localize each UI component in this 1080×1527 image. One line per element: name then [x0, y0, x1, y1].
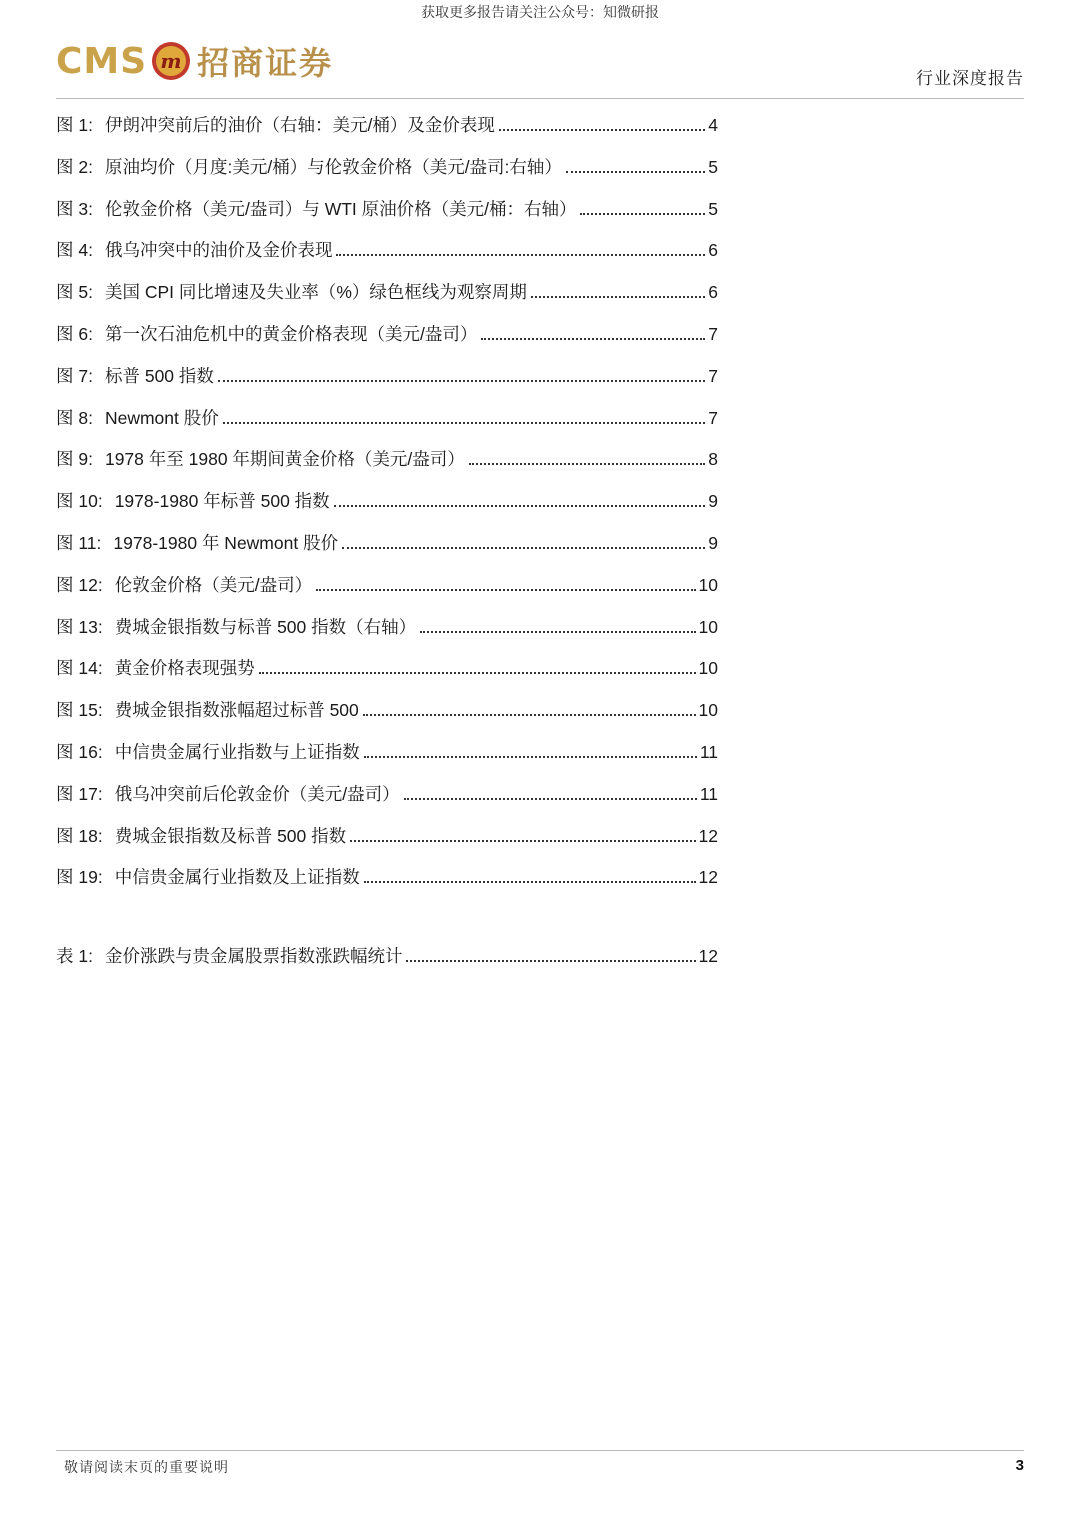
toc-dot-leader — [469, 463, 705, 465]
toc-entry-title: 费城金银指数涨幅超过标普 500 — [114, 700, 359, 721]
toc-entry-page: 6 — [708, 240, 718, 261]
toc-entry[interactable] — [56, 405, 718, 447]
toc-entry-label: 图 4: — [56, 240, 93, 261]
toc-entry-title: 中信贵金属行业指数及上证指数 — [114, 867, 360, 888]
toc-entry[interactable] — [56, 112, 718, 154]
toc-entry-label: 图 1: — [56, 115, 93, 135]
toc-entry-page: 9 — [708, 532, 718, 553]
toc-entry[interactable] — [56, 572, 718, 614]
toc-dot-leader — [350, 840, 695, 842]
toc-entry-label: 图 17: — [56, 783, 103, 804]
toc-entry-title: 俄乌冲突前后伦敦金价（美元/盎司） — [114, 783, 400, 804]
toc-entry[interactable] — [56, 697, 718, 739]
toc-dot-leader — [334, 505, 706, 507]
toc-entry[interactable] — [56, 781, 718, 823]
toc-entry-label: 图 12: — [56, 574, 103, 595]
toc-entry-title: 金价涨跌与贵金属股票指数涨跌幅统计 — [104, 946, 403, 966]
logo-cn-text: 招商证券 — [197, 44, 334, 82]
toc-entry[interactable] — [56, 739, 718, 781]
toc-dot-leader — [316, 589, 695, 591]
toc-entry-label: 图 11: — [56, 532, 102, 553]
toc-dot-leader — [218, 380, 705, 382]
toc-entry-label: 图 7: — [56, 365, 93, 386]
toc-entry-page: 4 — [708, 115, 718, 135]
toc-entry-title: Newmont 股价 — [104, 407, 219, 428]
toc-entry-title: 标普 500 指数 — [104, 365, 214, 386]
toc-entry-label: 图 15: — [56, 700, 103, 721]
toc-entry-page: 10 — [698, 700, 718, 721]
toc-entry-title: 1978-1980 年标普 500 指数 — [114, 491, 330, 512]
toc-entry-label: 图 16: — [56, 741, 103, 762]
toc-entry[interactable] — [56, 279, 718, 321]
toc-entry[interactable] — [56, 655, 718, 697]
logo-emblem-icon — [151, 41, 191, 81]
toc-dot-leader — [342, 547, 705, 549]
toc-entry[interactable] — [56, 237, 718, 279]
toc-entry-title: 中信贵金属行业指数与上证指数 — [114, 741, 360, 762]
toc-entry-page: 8 — [708, 449, 718, 470]
toc-entry-page: 5 — [708, 198, 718, 219]
toc-entry-title: 第一次石油危机中的黄金价格表现（美元/盎司） — [104, 323, 478, 344]
toc-entry-label: 图 5: — [56, 282, 93, 303]
toc-entry[interactable] — [56, 446, 718, 488]
toc-entry[interactable] — [56, 488, 718, 530]
logo-emblem-text: m — [160, 49, 182, 73]
toc-entry[interactable] — [56, 196, 718, 238]
toc-entry-label: 图 18: — [56, 825, 103, 846]
toc-dot-leader — [363, 714, 696, 716]
toc-entry[interactable] — [56, 321, 718, 363]
toc-entry-title: 费城金银指数及标普 500 指数 — [114, 825, 347, 846]
toc-entry-title: 费城金银指数与标普 500 指数（右轴） — [114, 616, 417, 637]
page-footer — [56, 1450, 1024, 1475]
page-header — [56, 34, 1024, 99]
toc-dot-leader — [566, 171, 705, 173]
toc-dot-leader — [420, 631, 695, 633]
toc-entry[interactable] — [56, 154, 718, 196]
toc-entry[interactable] — [56, 530, 718, 572]
toc-entry-page: 12 — [698, 946, 718, 966]
top-watermark: 获取更多报告请关注公众号：知微研报 — [421, 4, 659, 20]
company-logo — [56, 38, 333, 84]
figure-list — [56, 112, 718, 906]
toc-entry-title: 美国 CPI 同比增速及失业率（%）绿色框线为观察周期 — [104, 282, 527, 303]
toc-dot-leader — [580, 213, 705, 215]
toc-entry-page: 7 — [708, 323, 718, 344]
toc-entry-page: 5 — [708, 156, 718, 177]
toc-entry-label: 图 3: — [56, 198, 93, 219]
toc-entry[interactable] — [56, 363, 718, 405]
toc-dot-leader — [406, 960, 695, 962]
toc-entry-page: 9 — [708, 491, 718, 512]
toc-dot-leader — [223, 422, 706, 424]
toc-entry-page: 11 — [699, 783, 718, 804]
toc-entry-title: 伦敦金价格（美元/盎司）与 WTI 原油价格（美元/桶：右轴） — [104, 198, 577, 219]
logo-cms-text: CMS — [56, 40, 148, 82]
toc-entry-label: 图 13: — [56, 616, 103, 637]
toc-entry[interactable] — [56, 823, 718, 865]
table-list — [56, 943, 718, 985]
toc-entry-title: 原油均价（月度:美元/桶）与伦敦金价格（美元/盎司:右轴） — [104, 156, 562, 177]
toc-entry-page: 11 — [699, 741, 718, 762]
toc-entry-page: 12 — [698, 867, 718, 888]
toc-entry-page: 10 — [698, 616, 718, 637]
toc-entry-page: 10 — [698, 574, 718, 595]
toc-entry-label: 图 8: — [56, 407, 93, 428]
toc-entry-page: 7 — [708, 407, 718, 428]
toc-entry-title: 俄乌冲突中的油价及金价表现 — [104, 240, 333, 261]
toc-dot-leader — [336, 254, 705, 256]
toc-entry-label: 图 19: — [56, 867, 103, 888]
toc-entry-label: 图 14: — [56, 658, 103, 679]
toc-dot-leader — [364, 756, 697, 758]
toc-dot-leader — [364, 881, 696, 883]
toc-entry-title: 伦敦金价格（美元/盎司） — [114, 574, 313, 595]
toc-entry-label: 图 10: — [56, 491, 103, 512]
toc-dot-leader — [481, 338, 705, 340]
toc-entry[interactable] — [56, 864, 718, 906]
toc-entry-title: 1978 年至 1980 年期间黄金价格（美元/盎司） — [104, 449, 465, 470]
toc-entry-title: 黄金价格表现强势 — [114, 658, 255, 679]
toc-entry[interactable] — [56, 943, 718, 985]
toc-entry-label: 图 6: — [56, 323, 93, 344]
toc-entry[interactable] — [56, 614, 718, 656]
toc-entry-label: 表 1: — [56, 946, 93, 966]
toc-dot-leader — [404, 798, 697, 800]
toc-entry-title: 伊朗冲突前后的油价（右轴：美元/桶）及金价表现 — [104, 115, 495, 135]
page-number: 3 — [1015, 1457, 1024, 1474]
toc-entry-page: 7 — [708, 365, 718, 386]
toc-entry-page: 12 — [698, 825, 718, 846]
toc-dot-leader — [259, 672, 696, 674]
toc-entry-label: 图 2: — [56, 156, 93, 177]
toc-entry-label: 图 9: — [56, 449, 93, 470]
toc-entry-page: 6 — [708, 282, 718, 303]
toc-entry-page: 10 — [698, 658, 718, 679]
toc-dot-leader — [499, 129, 705, 131]
toc-entry-title: 1978-1980 年 Newmont 股价 — [113, 532, 339, 553]
toc-dot-leader — [531, 296, 705, 298]
disclaimer-note: 敬请阅读末页的重要说明 — [64, 1459, 229, 1475]
report-type: 行业深度报告 — [916, 69, 1024, 88]
